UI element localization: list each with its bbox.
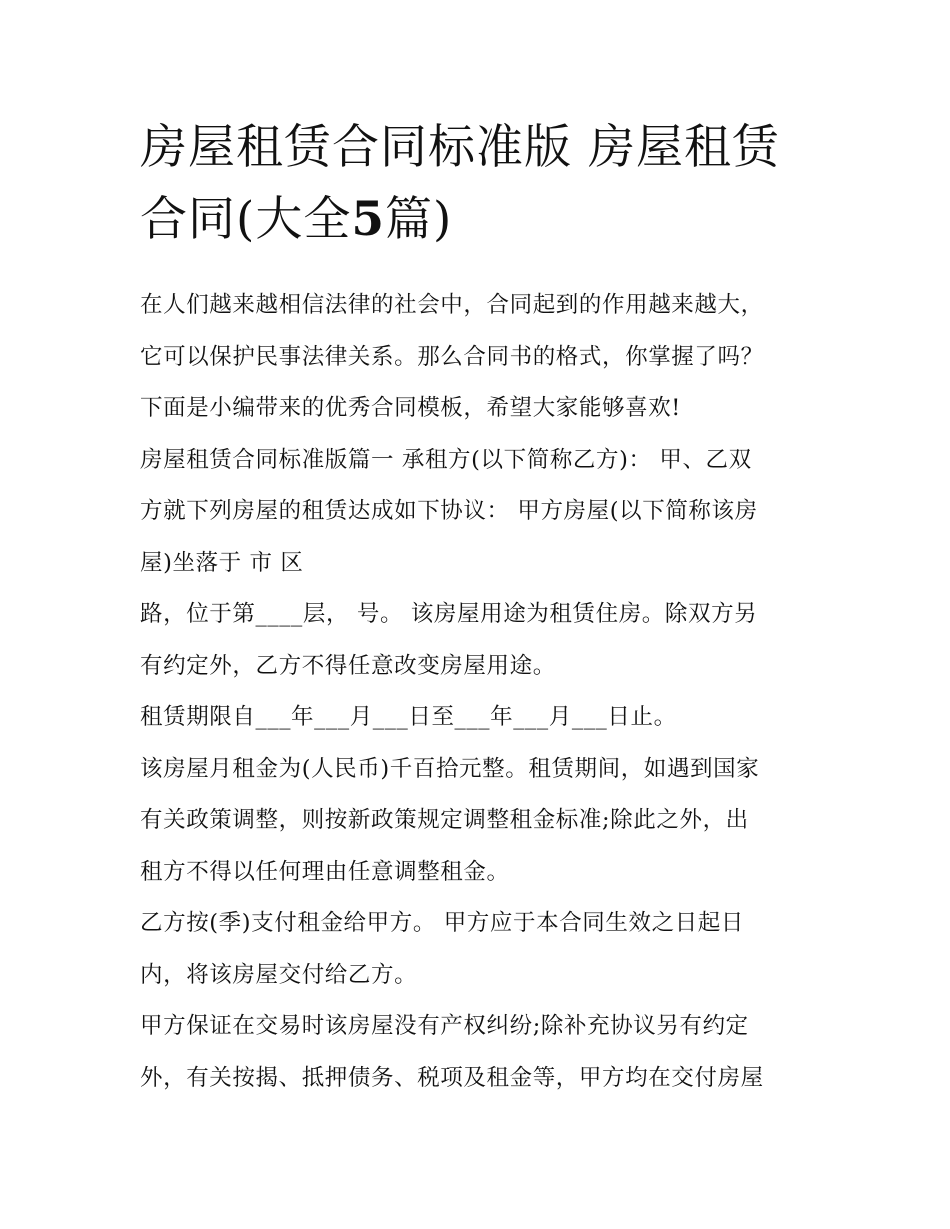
paragraph-line: 租赁期限自___年___月___日至___年___月___日止。 bbox=[140, 704, 677, 730]
title-line-2: 合同(大全5篇) bbox=[140, 192, 453, 247]
paragraph-line: 房屋租赁合同标准版篇一 承租方(以下简称乙方)： 甲、乙双 bbox=[140, 446, 752, 473]
document-body bbox=[140, 280, 820, 1104]
document-title bbox=[140, 112, 830, 256]
paragraph-guarantee bbox=[140, 1001, 820, 1104]
title-line-1: 房屋租赁合同标准版 房屋租赁 bbox=[140, 120, 780, 175]
paragraph-rent bbox=[140, 744, 820, 899]
paragraph-line: 租方不得以任何理由任意调整租金。 bbox=[140, 858, 510, 885]
paragraph-intro bbox=[140, 280, 820, 435]
paragraph-line: 它可以保护民事法律关系。那么合同书的格式，你掌握了吗？ bbox=[140, 343, 764, 370]
paragraph-line: 下面是小编带来的优秀合同模板，希望大家能够喜欢! bbox=[140, 395, 681, 421]
paragraph-location bbox=[140, 589, 820, 692]
paragraph-line: 有约定外，乙方不得任意改变房屋用途。 bbox=[140, 652, 556, 679]
paragraph-line: 在人们越来越相信法律的社会中，合同起到的作用越来越大， bbox=[140, 292, 764, 318]
paragraph-line: 路，位于第____层， 号。 该房屋用途为租赁住房。除双方另 bbox=[140, 601, 758, 627]
paragraph-line: 外，有关按揭、抵押债务、税项及租金等，甲方均在交付房屋 bbox=[140, 1064, 764, 1091]
paragraph-line: 方就下列房屋的租赁达成如下协议： 甲方房屋(以下简称该房 bbox=[140, 498, 758, 524]
paragraph-line: 有关政策调整，则按新政策规定调整租金标准;除此之外，出 bbox=[140, 807, 749, 833]
paragraph-payment bbox=[140, 898, 820, 1001]
paragraph-line: 内，将该房屋交付给乙方。 bbox=[140, 961, 418, 988]
paragraph-line: 乙方按(季)支付租金给甲方。 甲方应于本合同生效之日起日 bbox=[140, 910, 745, 936]
paragraph-term bbox=[140, 692, 820, 744]
paragraph-line: 屋)坐落于 市 区 bbox=[140, 549, 304, 576]
paragraph-line: 该房屋月租金为(人民币)千百拾元整。租赁期间，如遇到国家 bbox=[140, 755, 760, 782]
paragraph-parties bbox=[140, 435, 820, 590]
paragraph-line: 甲方保证在交易时该房屋没有产权纠纷;除补充协议另有约定 bbox=[140, 1013, 749, 1039]
